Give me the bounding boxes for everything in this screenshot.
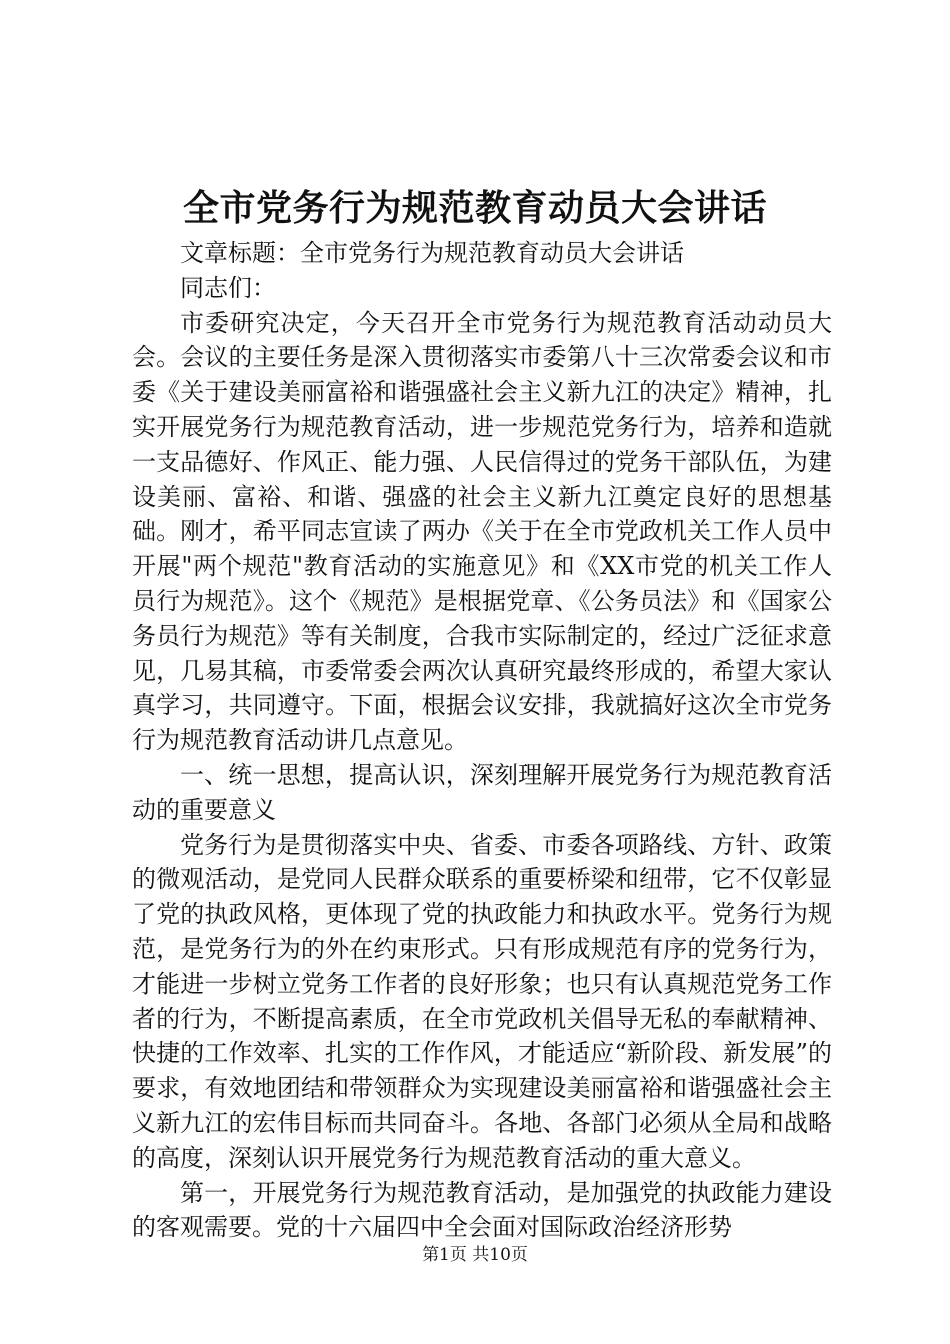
paragraph: 市委研究决定，今天召开全市党务行为规范教育活动动员大会。会议的主要任务是深入贯彻落实市委第八十三次常委会议和市委《关于建设美丽富裕和谐强盛社会主义新九江的决定》精神，扎实开展党务行为规范教育活动，进一步规范党务行为，培养和造就一支品德好、作风正、能力强、人民信得过的党务干部队伍，为建设美丽、富裕、和谐、强盛的社会主义新九江奠定良好的思想基础。刚才，希平同志宣读了两办《关于在全市党政机关工作人员中开展"两个规范"教育活动的实施意见》和《XX市党的机关工作人员行为规范》。这个《规范》是根据党章、《公务员法》和《国家公务员行为规范》等有关制度，合我市实际制定的，经过广泛征求意见，几易其稿，市委常委会两次认真研究最终形成的，希望大家认真学习，共同遵守。下面，根据会议安排，我就搞好这次全市党务行为规范教育活动讲几点意见。 [132, 308, 832, 755]
paragraph: 第一，开展党务行为规范教育活动，是加强党的执政能力建设的客观需要。党的十六届四中全会面对国际政治经济形势 [132, 1178, 832, 1242]
document-title: 全市党务行为规范教育动员大会讲话 [182, 187, 767, 229]
article-title-line: 文章标题：全市党务行为规范教育动员大会讲话 [180, 239, 684, 267]
section-heading: 一、统一思想，提高认识，深刻理解开展党务行为规范教育活动的重要意义 [132, 760, 832, 824]
document-body [132, 236, 832, 1245]
page-footer: 第1页 共10页 [422, 1245, 528, 1265]
salutation: 同志们： [180, 273, 276, 302]
paragraph: 党务行为是贯彻落实中央、省委、市委各项路线、方针、政策的微观活动，是党同人民群众联系的重要桥梁和纽带，它不仅彰显了党的执政风格，更体现了党的执政能力和执政水平。党务行为规范，是党务行为的外在约束形式。只有形成规范有序的党务行为，才能进一步树立党务工作者的良好形象；也只有认真规范党务工作者的行为，不断提高素质，在全市党政机关倡导无私的奉献精神、快捷的工作效率、扎实的工作作风，才能适应“新阶段、新发展”的要求，有效地团结和带领群众为实现建设美丽富裕和谐强盛社会主义新九江的宏伟目标而共同奋斗。各地、各部门必须从全局和战略的高度，深刻认识开展党务行为规范教育活动的重大意义。 [132, 830, 832, 1172]
